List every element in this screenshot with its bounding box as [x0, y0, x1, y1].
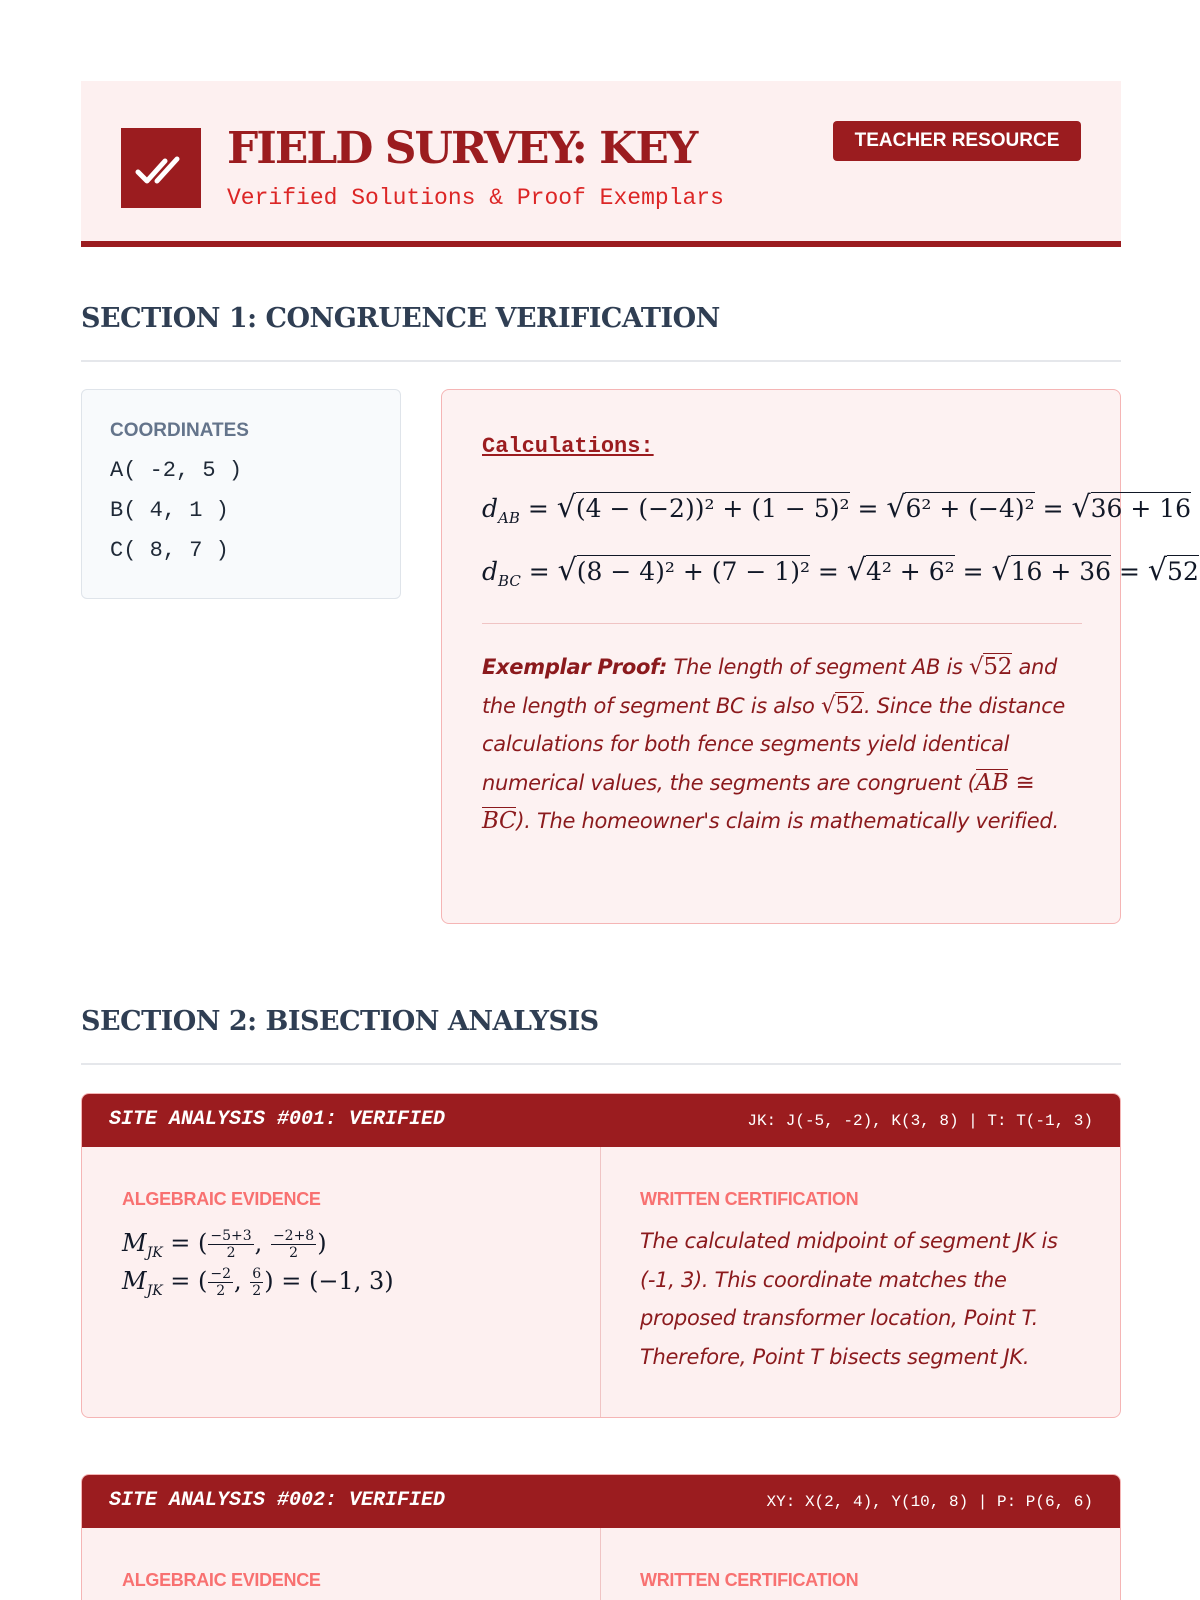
mid1-n2: −2+8: [272, 1228, 315, 1244]
eq-bc-step4: 52: [1167, 557, 1199, 586]
proof-part-1: The length of segment AB is: [673, 655, 963, 679]
eq-ab-step2: 6² + (−4)²: [905, 494, 1035, 523]
section-2-title: SECTION 2: BISECTION ANALYSIS: [81, 1006, 599, 1037]
proof-segment-bc: BC: [482, 808, 517, 834]
exemplar-proof: Exemplar Proof: The length of segment AB is √52 and the length of segment BC is also √52. Since the distance calculations for both fence segments yield identical numerical values, the segments are congruent (AB ≅ BC). The homeowner's claim is mathematically verified.: [482, 654, 1066, 834]
proof-part-3: . Since the distance calculations for both fence segments yield identical numerical values, the segments are congruent (: [482, 693, 1066, 795]
site-analysis-coords: XY: X(2, 4), Y(10, 8) | P: P(6, 6): [766, 1493, 1093, 1511]
mid2-d2: 2: [252, 1283, 262, 1299]
eq-bc-step1: (8 − 4)² + (7 − 1)²: [576, 557, 810, 586]
calculations-card: [441, 389, 1199, 924]
midpoint-formula-line: $M_{JK}$ = ( $\frac{-5+3}{2}$ , $\frac{-2+8}{2}$ ): [122, 1228, 327, 1261]
section-1-title: SECTION 1: CONGRUENCE VERIFICATION: [81, 303, 720, 334]
double-check-icon: [121, 128, 201, 208]
algebraic-evidence-label: ALGEBRAIC EVIDENCE: [122, 1189, 321, 1209]
eq-ab-step1: (4 − (−2))² + (1 − 5)²: [575, 494, 850, 523]
written-certification-label: WRITTEN CERTIFICATION: [640, 1189, 859, 1209]
algebraic-evidence: [122, 1224, 394, 1300]
site-analysis-card: [81, 1474, 1121, 1600]
algebraic-evidence-label: ALGEBRAIC EVIDENCE: [122, 1570, 321, 1590]
site-analysis-coords: JK: J(-5, -2), K(3, 8) | T: T(-1, 3): [747, 1112, 1093, 1130]
mid2-d1: 2: [216, 1283, 226, 1299]
page-title: FIELD SURVEY: KEY: [227, 123, 697, 174]
eq-bc-sub: BC: [498, 572, 521, 590]
site-analysis-header: [82, 1475, 1120, 1528]
coordinates-label: COORDINATES: [110, 420, 249, 441]
mid2-n1: −2: [210, 1266, 232, 1282]
distance-ab-equation: $d_{AB} = √(4 - (-2))^2 + (1 - 5)^2 = √6^2 + (-4)^2 = √36 + 16$: [482, 490, 1192, 527]
mid1-var: M: [122, 1229, 147, 1257]
midpoint-result-line: $M_{JK}$ = ( $\frac{-2}{2}$ , $\frac{6}{2}$ ) = (−1, 3): [122, 1266, 394, 1299]
page-subtitle: Verified Solutions & Proof Exemplars: [227, 185, 724, 211]
proof-part-4: ). The homeowner's claim is mathematically verified.: [516, 809, 1059, 833]
section-2-divider: [81, 1063, 1121, 1065]
site-analysis-title: SITE ANALYSIS #002: VERIFIED: [109, 1489, 446, 1512]
site-column-divider: [600, 1528, 601, 1600]
coordinates-list: [110, 458, 242, 578]
proof-label: Exemplar Proof:: [482, 655, 668, 679]
site-analysis-header: [82, 1094, 1120, 1147]
written-certification-label: WRITTEN CERTIFICATION: [640, 1570, 859, 1590]
proof-part-2: and the length of segment BC is also: [482, 655, 1058, 718]
mid1-d1: 2: [226, 1245, 236, 1261]
eq-bc-step3: 16 + 36: [1010, 557, 1112, 586]
distance-bc-equation: $d_{BC} = √(8 - 4)^2 + (7 - 1)^2 = √4^2 + 6^2 = √16 + 36 = √52$: [482, 553, 1199, 590]
eq-ab-var: d: [482, 494, 499, 523]
teacher-resource-badge: TEACHER RESOURCE: [833, 121, 1081, 161]
mid2-sub: JK: [146, 1282, 163, 1299]
site-analysis-card: [81, 1093, 1121, 1418]
mid1-n1: −5+3: [210, 1228, 252, 1244]
site-analysis-title: SITE ANALYSIS #001: VERIFIED: [109, 1108, 446, 1131]
eq-ab-sub: AB: [498, 509, 520, 527]
eq-bc-step2: 4² + 6²: [865, 557, 955, 586]
mid2-result: = (−1, 3): [281, 1267, 394, 1295]
logo: [121, 128, 201, 208]
mid1-d2: 2: [289, 1245, 299, 1261]
calculations-divider: [482, 623, 1082, 624]
mid2-var: M: [122, 1267, 147, 1295]
coordinates-card: [81, 389, 401, 599]
written-certification: The calculated midpoint of segment JK is (-1, 3). This coordinate matches the proposed transformer location, Point T. Therefore, Point T bisects segment JK.: [640, 1229, 1058, 1369]
coordinate-a: A( -2, 5 ): [110, 458, 243, 483]
site-column-divider: [600, 1147, 601, 1418]
eq-bc-var: d: [482, 557, 499, 586]
proof-segment-ab: AB: [975, 769, 1009, 796]
section-1-divider: [81, 360, 1121, 362]
eq-ab-step3: 36 + 16: [1090, 494, 1192, 523]
proof-root-2: 52: [835, 692, 864, 719]
coordinate-b: B( 4, 1 ): [110, 498, 229, 523]
page-header: [81, 81, 1121, 247]
mid2-n2: 6: [252, 1266, 262, 1282]
answer-key-page: [81, 81, 1199, 1590]
proof-root-1: 52: [983, 654, 1013, 680]
calculations-label: Calculations:: [482, 434, 654, 459]
congruent-symbol: ≅: [1015, 769, 1035, 796]
coordinate-c: C( 8, 7 ): [110, 538, 229, 563]
mid1-sub: JK: [146, 1244, 163, 1261]
